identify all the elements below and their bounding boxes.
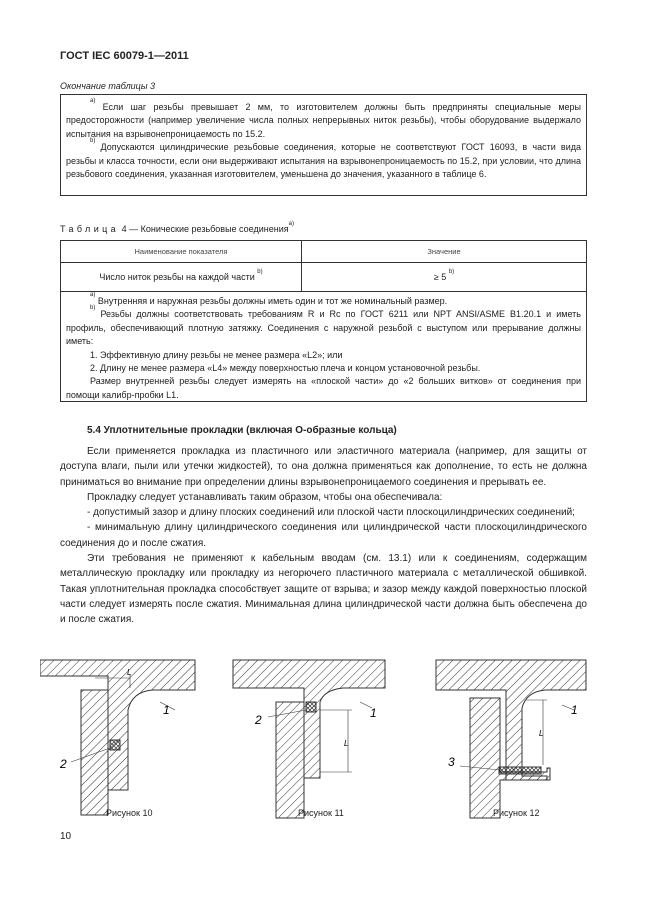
- flange-part: [436, 660, 586, 780]
- footnote-b: $^{b)}$ Допускаются цилиндрические резьбовые соединения, которые не соответствуют ГОСТ 16093, в части вида резьбы и класса точности, если они выдерживают испытания на взрывонепроницаемость по 15.2, при условии, что длина резьбового соединения, указанная изготовителем, уменьшена до значения, указанного в таблице 6.: [66, 138, 581, 180]
- figure-11-caption: Рисунок 11: [298, 808, 344, 818]
- paragraph: Если применяется прокладка из пластичного или эластичного материала (например, для защиты от доступа влаги, пыли или утечки жидкостей), то она должна применяться как дополнение, то есть не должна приниматься во внимание при определении длины взрывонепроницаемого соединения и прерывать ее.: [60, 446, 587, 488]
- figures-drawing: [40, 640, 620, 830]
- label-2: 2: [60, 757, 67, 771]
- gasket: [499, 767, 541, 774]
- footnote-b: $^{b)}$ Резьбы должны соответствовать требованиям R и Rc по ГОСТ 6211 или NPT ANSI/ASME B1.20.1 и иметь профиль, обеспечивающий плотную затяжку. Соединения с наружной резьбой с выступом или прерывание должны иметь:: [66, 305, 581, 347]
- row1-value: ≥ 5 $^{b)}$: [302, 263, 587, 292]
- label-L: L: [344, 739, 349, 748]
- footnote-last: Размер внутренней резьбы следует измерять на «плоской части» до «2 больших витков» от соединения при помощи калибр-пробки L1.: [66, 376, 581, 400]
- label-3: 3: [448, 755, 455, 769]
- gasket: [110, 740, 120, 750]
- label-1: 1: [370, 706, 377, 720]
- figure-12: [436, 660, 586, 818]
- table3-footnotes: [60, 94, 587, 196]
- wall-part: [81, 690, 108, 815]
- wall-part: [276, 702, 304, 818]
- label-L: L: [127, 668, 132, 677]
- gasket: [306, 702, 316, 712]
- paragraph: Прокладку следует устанавливать таким образом, чтобы она обеспечивала:: [87, 491, 443, 503]
- paragraph: - минимальную длину цилиндрического соединения или цилиндрической части плоскоцилиндрического соединения до и после сжатия.: [60, 522, 587, 549]
- table4-footnotes: [60, 289, 587, 402]
- label-1: 1: [163, 703, 170, 717]
- figure-10: [40, 660, 195, 815]
- label-1: 1: [571, 703, 578, 717]
- section-title: 5.4 Уплотнительные прокладки (включая О-образные кольца): [87, 425, 397, 436]
- figure-12-caption: Рисунок 12: [493, 808, 540, 818]
- col-header-name: Наименование показателя: [61, 241, 302, 263]
- label-2: 2: [255, 713, 262, 727]
- col-header-value: Значение: [302, 241, 587, 263]
- paragraph: - допустимый зазор и длину плоских соединений или плоской части плоскоцилиндрических соединений;: [87, 507, 575, 519]
- paragraph: Эти требования не применяют к кабельным вводам (см. 13.1) или к соединениям, содержащим металлическую прокладку или прокладку из негорючего пластичного материала с металлической обшивкой. Такая уплотнительная прокладка способствует защите от взрыва; и зазор между каждой поверхностью плоской части следует измерять после сжатия. Минимальная длина цилиндрической части должна быть обеспечена до и после сжатия.: [60, 553, 587, 626]
- label-L: L: [539, 729, 544, 738]
- page-number: 10: [60, 831, 72, 842]
- footnote-item-2: 2. Длину не менее размера «L4» между поверхностью плеча и концом установочной резьбы.: [90, 363, 481, 374]
- figure-11: [233, 660, 385, 818]
- table4-caption: Таблица 4 — Конические резьбовые соединения$^{a)}$: [60, 221, 294, 234]
- footnote-a: $^{a)}$ Если шаг резьбы превышает 2 мм, то изготовителем должны быть предприняты специальные меры предосторожности (например увеличение числа полных непрерывных ниток резьбы), чтобы оборудование выдержало испытания на взрывонепроницаемость по 15.2.: [66, 98, 581, 139]
- table4: [60, 240, 587, 292]
- footnote-a: $^{a)}$ Внутренняя и наружная резьбы должны иметь один и тот же номинальный размер.: [90, 292, 448, 306]
- section-body: [60, 444, 587, 628]
- row1-name: Число ниток резьбы на каждой части $^{b)}$: [61, 263, 302, 292]
- figure-10-caption: Рисунок 10: [106, 808, 153, 818]
- table-continuation-caption: Окончание таблицы 3: [60, 81, 155, 91]
- footnote-item-1: 1. Эффективную длину резьбы не менее размера «L2»; или: [90, 349, 343, 360]
- document-header: ГОСТ IEC 60079-1—2011: [60, 50, 189, 62]
